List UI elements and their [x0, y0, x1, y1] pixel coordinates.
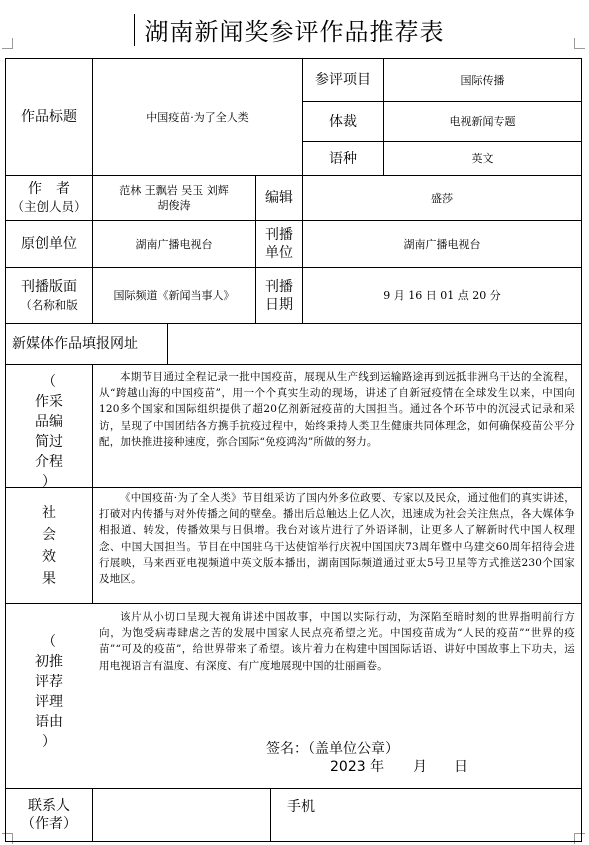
publish-date-label: [256, 268, 302, 323]
category-value[interactable]: 国际传播: [460, 73, 505, 87]
signature-day[interactable]: 日: [454, 759, 468, 775]
language-label: 语种: [329, 150, 357, 167]
process-label-line: 品编: [35, 414, 63, 430]
publish-unit-label: [256, 221, 302, 267]
signature-year[interactable]: 2023 年: [330, 759, 385, 775]
review-label-line: 语由: [35, 714, 63, 730]
document-title: 湖南新闻奖参评作品推荐表: [144, 18, 445, 46]
process-label-line: 简过: [35, 434, 63, 450]
review-label-line: 初推: [35, 654, 63, 670]
authors-line2: 胡俊涛: [157, 199, 191, 212]
process-label-line: 作采: [35, 394, 63, 410]
process-text[interactable]: 本期节目通过全程记录一批中国疫苗，展现从生产线到运输路途再到远抵非洲乌干达的全流程，从“跨越山海的中国疫苗”，用一个个真实生动的现场，讲述了自新冠疫情在全球发生以来，中国向120多个国家和国际组织提供了超20亿剂新冠疫苗的大国担当。通过各个环节中的沉浸式记录和采访，呈现了中国团结各方携手抗疫过程中，始终秉持人类卫生健康共同体理念，如何确保疫苗公平分配，加快推进接种速度，弥合国际“免疫鸿沟”所做的努力。: [99, 371, 575, 448]
publish-unit-label-line2: 单位: [265, 245, 293, 261]
publish-unit-label-line1: 刊播: [265, 227, 293, 243]
process-label-line: （: [42, 374, 56, 390]
review-label-line: （: [42, 634, 56, 650]
review-text[interactable]: 该片从小切口呈现大视角讲述中国故事，中国以实际行动，为深陷至暗时刻的世界指明前行方向，为饱受病毒肆虐之苦的发展中国家人民点亮希望之光。中国疫苗成为“人民的疫苗”“世界的疫苗”“可及的疫苗”，给世界带来了希望。该片着力在构建中国国际话语、讲好中国故事上下功夫，运用电视语言有温度、有深度、有广度地展现中国的壮丽画卷。: [99, 611, 575, 672]
authors-line1: 范林 王飘岩 吴玉 刘辉: [119, 184, 229, 197]
effect-text[interactable]: 《中国疫苗·为了全人类》节目组采访了国内外多位政要、专家以及民众，通过他们的真实讲述，打破对内传播与对外传播之间的壁垒。播出后总触达上亿人次，迅速成为社会关注焦点，各大媒体争相报道、转发，传播效果与日俱增。我台对该片进行了外语译制，让更多人了解新时代中国人权理念、中国大国担当。节目在中国驻乌干达使馆举行庆祝中国国庆73周年暨中乌建交60周年招待会进行展映，马来西亚电视频道中英文版本播出，湖南国际频道通过亚太5号卫星等方式推送230个国家及地区。: [99, 492, 575, 586]
new-media-url-value[interactable]: [168, 324, 581, 364]
contact-label: [6, 789, 92, 841]
contact-value[interactable]: [93, 789, 270, 841]
contact-label-line2: （作者）: [21, 816, 77, 832]
language-value[interactable]: 英文: [471, 152, 494, 165]
work-title-value[interactable]: 中国疫苗·为了全人类: [146, 110, 249, 124]
signature-month[interactable]: 月: [413, 759, 427, 775]
phone-value[interactable]: [340, 789, 581, 841]
publish-page-label: [6, 268, 92, 323]
author-label-line2: （主创人员）: [11, 199, 87, 214]
review-label: [6, 632, 92, 752]
process-label-line: 介程: [35, 454, 63, 470]
publish-page-label-line2: （名称和版: [20, 297, 78, 312]
effect-label: [6, 502, 92, 590]
author-label: [6, 176, 92, 220]
author-label-line1: 作 者: [28, 181, 70, 197]
contact-label-line1: 联系人: [28, 798, 70, 814]
publish-date-value[interactable]: 9 月 16 日 01 点 20 分: [383, 289, 501, 302]
genre-label: 体裁: [329, 113, 357, 130]
genre-value[interactable]: 电视新闻专题: [449, 115, 516, 128]
publish-date-label-line1: 刊播: [265, 278, 293, 295]
publish-unit-value[interactable]: 湖南广播电视台: [403, 237, 481, 251]
text-cursor: [134, 14, 135, 46]
new-media-url-label: 新媒体作品填报网址: [12, 336, 138, 352]
original-unit-label: 原创单位: [21, 236, 77, 252]
effect-label-line: 果: [42, 571, 56, 587]
effect-label-line: 会: [42, 527, 56, 543]
original-unit-value[interactable]: 湖南广播电视台: [135, 237, 213, 251]
authors-value[interactable]: [93, 176, 255, 220]
process-label-line: ）: [42, 474, 56, 490]
review-label-line: ）: [42, 734, 56, 750]
publish-page-label-line1: 刊播版面: [21, 278, 77, 295]
editor-value[interactable]: 盛莎: [431, 191, 453, 205]
work-title-label: 作品标题: [21, 109, 77, 125]
effect-label-line: 效: [42, 549, 56, 565]
category-label: 参评项目: [315, 72, 371, 88]
signature-line: 签名：（盖单位公章）: [266, 741, 399, 757]
process-label: [6, 372, 92, 492]
editor-label: 编辑: [265, 190, 293, 206]
publish-page-value[interactable]: 国际频道《新闻当事人》: [113, 289, 235, 302]
review-label-line: 评理: [35, 694, 63, 710]
review-label-line: 评荐: [35, 674, 63, 690]
phone-label: 手机: [287, 799, 315, 815]
publish-date-label-line2: 日期: [265, 296, 293, 313]
effect-label-line: 社: [42, 505, 56, 521]
